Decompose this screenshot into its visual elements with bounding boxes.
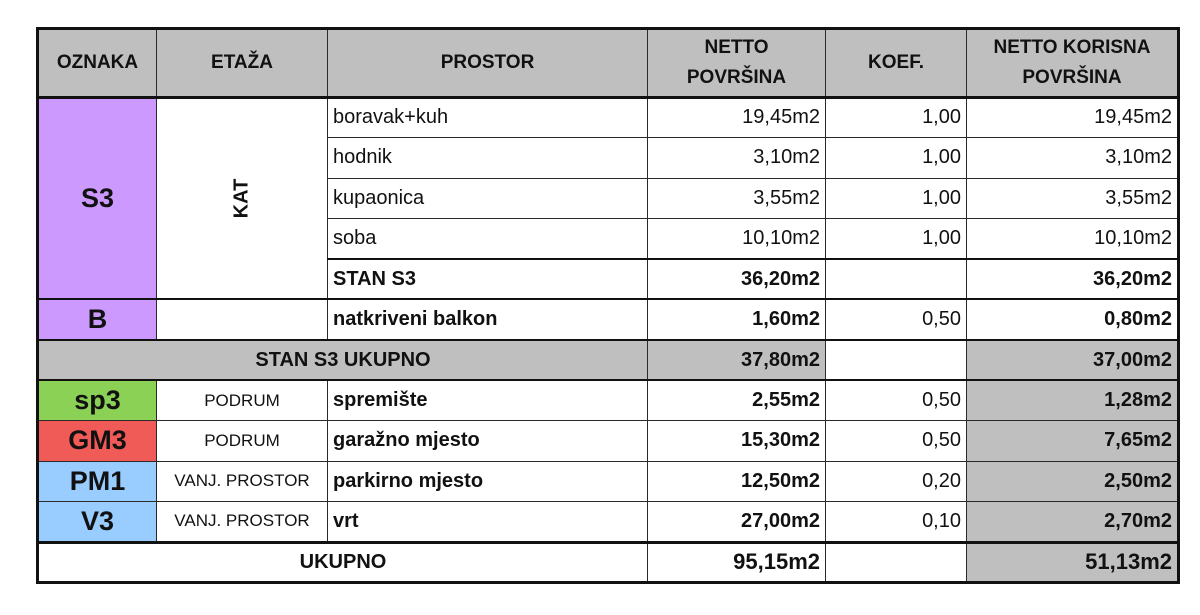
prostor-cell: natkriveni balkon	[328, 299, 648, 339]
koef-cell: 1,00	[826, 178, 967, 218]
stan-total-koef-empty	[826, 340, 967, 380]
netto-cell: 27,00m2	[648, 502, 826, 542]
grand-total-row	[38, 542, 1179, 582]
etaza-cell: VANJ. PROSTOR	[157, 502, 328, 542]
koef-cell: 0,20	[826, 461, 967, 501]
table-row	[38, 502, 1179, 542]
prostor-cell: soba	[328, 219, 648, 259]
stan-total-row	[38, 340, 1179, 380]
etaza-cell-empty	[157, 299, 328, 339]
korisna-cell: 3,10m2	[967, 138, 1179, 178]
korisna-cell: 19,45m2	[967, 97, 1179, 137]
area-table	[36, 27, 1180, 584]
netto-cell: 12,50m2	[648, 461, 826, 501]
prostor-cell: hodnik	[328, 138, 648, 178]
header-netto	[648, 29, 826, 98]
netto-cell: 19,45m2	[648, 97, 826, 137]
koef-cell: 0,50	[826, 421, 967, 461]
table-row	[38, 97, 1179, 137]
subtotal-koef-empty	[826, 259, 967, 299]
prostor-cell: parkirno mjesto	[328, 461, 648, 501]
netto-cell: 3,10m2	[648, 138, 826, 178]
oznaka-cell-s3: S3	[38, 97, 157, 299]
etaza-cell: PODRUM	[157, 380, 328, 420]
header-etaza: ETAŽA	[157, 29, 328, 98]
subtotal-netto: 36,20m2	[648, 259, 826, 299]
etaza-cell: VANJ. PROSTOR	[157, 461, 328, 501]
oznaka-cell-v3: V3	[38, 502, 157, 542]
etaza-cell: PODRUM	[157, 421, 328, 461]
header-netto-line1: NETTO	[704, 36, 769, 58]
grand-total-label: UKUPNO	[38, 542, 648, 582]
netto-cell: 10,10m2	[648, 219, 826, 259]
koef-cell: 1,00	[826, 97, 967, 137]
koef-cell: 0,10	[826, 502, 967, 542]
korisna-cell: 1,28m2	[967, 380, 1179, 420]
table-row	[38, 380, 1179, 420]
netto-cell: 3,55m2	[648, 178, 826, 218]
oznaka-cell-gm3: GM3	[38, 421, 157, 461]
table-row	[38, 421, 1179, 461]
korisna-cell: 7,65m2	[967, 421, 1179, 461]
grand-total-netto: 95,15m2	[648, 542, 826, 582]
prostor-cell: garažno mjesto	[328, 421, 648, 461]
etaza-cell-kat	[157, 97, 328, 299]
oznaka-cell-sp3: sp3	[38, 380, 157, 420]
korisna-cell: 2,70m2	[967, 502, 1179, 542]
prostor-cell: vrt	[328, 502, 648, 542]
korisna-cell: 10,10m2	[967, 219, 1179, 259]
netto-cell: 1,60m2	[648, 299, 826, 339]
koef-cell: 0,50	[826, 299, 967, 339]
koef-cell: 1,00	[826, 219, 967, 259]
oznaka-cell-b: B	[38, 299, 157, 339]
subtotal-korisna: 36,20m2	[967, 259, 1179, 299]
korisna-cell: 3,55m2	[967, 178, 1179, 218]
stan-total-korisna: 37,00m2	[967, 340, 1179, 380]
korisna-cell: 2,50m2	[967, 461, 1179, 501]
koef-cell: 1,00	[826, 138, 967, 178]
header-oznaka: OZNAKA	[38, 29, 157, 98]
prostor-cell: spremište	[328, 380, 648, 420]
netto-cell: 2,55m2	[648, 380, 826, 420]
grand-total-korisna: 51,13m2	[967, 542, 1179, 582]
subtotal-label: STAN S3	[328, 259, 648, 299]
balcony-row	[38, 299, 1179, 339]
stan-total-netto: 37,80m2	[648, 340, 826, 380]
header-row	[38, 29, 1179, 98]
korisna-cell: 0,80m2	[967, 299, 1179, 339]
header-prostor: PROSTOR	[328, 29, 648, 98]
etaza-label-kat: KAT	[230, 178, 253, 219]
table-row	[38, 461, 1179, 501]
header-netto-line2: POVRŠINA	[686, 66, 787, 88]
grand-total-koef-empty	[826, 542, 967, 582]
stan-total-label: STAN S3 UKUPNO	[38, 340, 648, 380]
oznaka-cell-pm1: PM1	[38, 461, 157, 501]
header-koef: KOEF.	[826, 29, 967, 98]
header-korisna-line1: NETTO KORISNA	[993, 36, 1151, 58]
netto-cell: 15,30m2	[648, 421, 826, 461]
header-korisna-line2: POVRŠINA	[1022, 66, 1122, 88]
koef-cell: 0,50	[826, 380, 967, 420]
prostor-cell: kupaonica	[328, 178, 648, 218]
header-korisna	[967, 29, 1179, 98]
prostor-cell: boravak+kuh	[328, 97, 648, 137]
